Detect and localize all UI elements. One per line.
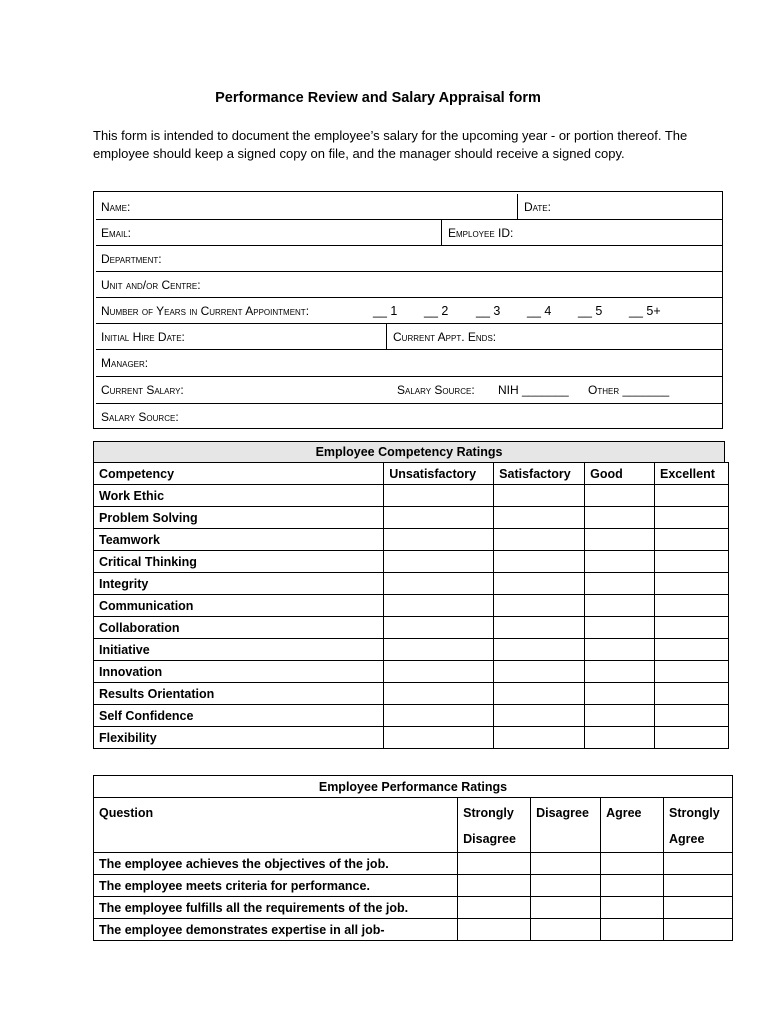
competency-name: Work Ethic — [94, 485, 384, 507]
competency-header-row — [94, 463, 729, 485]
rating-cell[interactable] — [384, 573, 494, 595]
performance-column-header: Strongly Agree — [664, 798, 733, 853]
performance-question: The employee achieves the objectives of the job. — [94, 853, 458, 875]
rating-cell[interactable] — [384, 595, 494, 617]
info-row-salary-source — [96, 404, 722, 430]
rating-cell[interactable] — [384, 639, 494, 661]
table-row — [94, 573, 729, 595]
info-row-salary — [96, 377, 722, 404]
rating-cell[interactable] — [384, 683, 494, 705]
current-salary-field[interactable]: Current Salary: — [101, 383, 184, 397]
competency-name: Teamwork — [94, 529, 384, 551]
competency-name: Innovation — [94, 661, 384, 683]
rating-cell[interactable] — [654, 485, 728, 507]
competency-column-header: Competency — [94, 463, 384, 485]
unit-field[interactable]: Unit and/or Centre: — [101, 277, 201, 292]
appt-ends-field[interactable]: Current Appt. Ends: — [393, 329, 497, 344]
rating-cell[interactable] — [654, 661, 728, 683]
rating-cell[interactable] — [494, 617, 585, 639]
table-row — [94, 661, 729, 683]
salary-source-inline-label: Salary Source: — [397, 383, 475, 397]
info-row-department — [96, 246, 722, 272]
rating-cell[interactable] — [458, 919, 531, 941]
competency-heading: Employee Competency Ratings — [93, 441, 725, 463]
table-row — [94, 875, 733, 897]
date-field[interactable]: Date: — [524, 199, 551, 214]
performance-heading: Employee Performance Ratings — [93, 775, 733, 798]
years-option-3[interactable]: __ 3 — [476, 303, 501, 318]
info-row-manager — [96, 350, 722, 377]
info-row-name — [96, 194, 722, 220]
nih-field[interactable]: NIH _______ — [498, 383, 569, 397]
rating-cell[interactable] — [654, 573, 728, 595]
competency-column-header: Good — [585, 463, 655, 485]
performance-column-header: Disagree — [531, 798, 601, 853]
rating-cell[interactable] — [585, 705, 655, 727]
performance-question: The employee meets criteria for performance. — [94, 875, 458, 897]
table-row — [94, 595, 729, 617]
rating-cell[interactable] — [494, 595, 585, 617]
table-row — [94, 551, 729, 573]
table-row — [94, 639, 729, 661]
rating-cell[interactable] — [585, 683, 655, 705]
rating-cell[interactable] — [585, 639, 655, 661]
email-field[interactable]: Email: — [101, 225, 132, 240]
hire-date-field[interactable]: Initial Hire Date: — [101, 329, 185, 344]
performance-column-header: Agree — [601, 798, 664, 853]
rating-cell[interactable] — [654, 705, 728, 727]
rating-cell[interactable] — [585, 507, 655, 529]
rating-cell[interactable] — [654, 507, 728, 529]
table-row — [94, 507, 729, 529]
salary-source-field[interactable]: Salary Source: — [101, 410, 179, 424]
performance-header-row — [94, 798, 733, 853]
rating-cell[interactable] — [384, 551, 494, 573]
rating-cell[interactable] — [585, 573, 655, 595]
rating-cell[interactable] — [494, 661, 585, 683]
table-row — [94, 727, 729, 749]
rating-cell[interactable] — [494, 551, 585, 573]
rating-cell[interactable] — [494, 573, 585, 595]
rating-cell[interactable] — [601, 875, 664, 897]
performance-question: The employee fulfills all the requirements of the job. — [94, 897, 458, 919]
competency-name: Communication — [94, 595, 384, 617]
manager-field[interactable]: Manager: — [101, 356, 149, 370]
rating-cell[interactable] — [664, 919, 733, 941]
info-row-years — [96, 298, 722, 324]
table-row — [94, 683, 729, 705]
performance-table — [93, 797, 733, 941]
rating-cell[interactable] — [494, 727, 585, 749]
years-label: Number of Years in Current Appointment: — [101, 303, 310, 318]
rating-cell[interactable] — [384, 485, 494, 507]
table-row — [94, 485, 729, 507]
employee-info-box — [93, 191, 723, 429]
rating-cell[interactable] — [585, 661, 655, 683]
department-field[interactable]: Department: — [101, 251, 162, 266]
rating-cell[interactable] — [384, 661, 494, 683]
years-option-4[interactable]: __ 4 — [527, 303, 552, 318]
years-option-5[interactable]: __ 5 — [578, 303, 603, 318]
years-option-1[interactable]: __ 1 — [373, 303, 398, 318]
rating-cell[interactable] — [384, 617, 494, 639]
rating-cell[interactable] — [531, 897, 601, 919]
rating-cell[interactable] — [494, 529, 585, 551]
page-title: Performance Review and Salary Appraisal form — [215, 90, 541, 106]
rating-cell[interactable] — [654, 617, 728, 639]
competency-column-header: Excellent — [654, 463, 728, 485]
rating-cell[interactable] — [494, 683, 585, 705]
years-option-2[interactable]: __ 2 — [424, 303, 449, 318]
other-field[interactable]: Other _______ — [588, 383, 670, 397]
rating-cell[interactable] — [601, 919, 664, 941]
rating-cell[interactable] — [531, 875, 601, 897]
rating-cell[interactable] — [654, 683, 728, 705]
table-row — [94, 853, 733, 875]
rating-cell[interactable] — [494, 705, 585, 727]
rating-cell[interactable] — [585, 529, 655, 551]
performance-column-header: Strongly Disagree — [458, 798, 531, 853]
rating-cell[interactable] — [384, 705, 494, 727]
rating-cell[interactable] — [384, 727, 494, 749]
rating-cell[interactable] — [494, 507, 585, 529]
rating-cell[interactable] — [458, 853, 531, 875]
info-row-email — [96, 220, 722, 246]
rating-cell[interactable] — [585, 727, 655, 749]
rating-cell[interactable] — [494, 485, 585, 507]
table-row — [94, 705, 729, 727]
employee-id-field[interactable]: Employee ID: — [448, 225, 514, 240]
rating-cell[interactable] — [585, 551, 655, 573]
rating-cell[interactable] — [654, 639, 728, 661]
competency-name: Problem Solving — [94, 507, 384, 529]
rating-cell[interactable] — [458, 875, 531, 897]
name-field[interactable]: Name: — [101, 199, 131, 214]
rating-cell[interactable] — [664, 897, 733, 919]
competency-name: Critical Thinking — [94, 551, 384, 573]
rating-cell[interactable] — [531, 919, 601, 941]
competency-name: Collaboration — [94, 617, 384, 639]
competency-name: Initiative — [94, 639, 384, 661]
rating-cell[interactable] — [384, 507, 494, 529]
rating-cell[interactable] — [654, 595, 728, 617]
info-row-unit — [96, 272, 722, 298]
rating-cell[interactable] — [601, 897, 664, 919]
competency-name: Self Confidence — [94, 705, 384, 727]
rating-cell[interactable] — [384, 529, 494, 551]
rating-cell[interactable] — [654, 727, 728, 749]
intro-paragraph: This form is intended to document the employee’s salary for the upcoming year - or portion thereof. The employee should keep a signed copy on file, and the manager should receive a signed copy. — [93, 128, 688, 161]
rating-cell[interactable] — [654, 551, 728, 573]
rating-cell[interactable] — [585, 595, 655, 617]
years-option-5plus[interactable]: __ 5+ — [629, 303, 661, 318]
competency-name: Flexibility — [94, 727, 384, 749]
competency-table — [93, 462, 729, 749]
competency-column-header: Unsatisfactory — [384, 463, 494, 485]
rating-cell[interactable] — [654, 529, 728, 551]
rating-cell[interactable] — [664, 853, 733, 875]
rating-cell[interactable] — [494, 639, 585, 661]
rating-cell[interactable] — [664, 875, 733, 897]
rating-cell[interactable] — [585, 485, 655, 507]
rating-cell[interactable] — [531, 853, 601, 875]
table-row — [94, 897, 733, 919]
rating-cell[interactable] — [458, 897, 531, 919]
table-row — [94, 617, 729, 639]
rating-cell[interactable] — [585, 617, 655, 639]
info-row-hire — [96, 324, 722, 350]
table-row — [94, 919, 733, 941]
competency-name: Results Orientation — [94, 683, 384, 705]
competency-column-header: Satisfactory — [494, 463, 585, 485]
performance-column-header: Question — [94, 798, 458, 853]
performance-question: The employee demonstrates expertise in all job- — [94, 919, 458, 941]
table-row — [94, 529, 729, 551]
rating-cell[interactable] — [601, 853, 664, 875]
competency-name: Integrity — [94, 573, 384, 595]
